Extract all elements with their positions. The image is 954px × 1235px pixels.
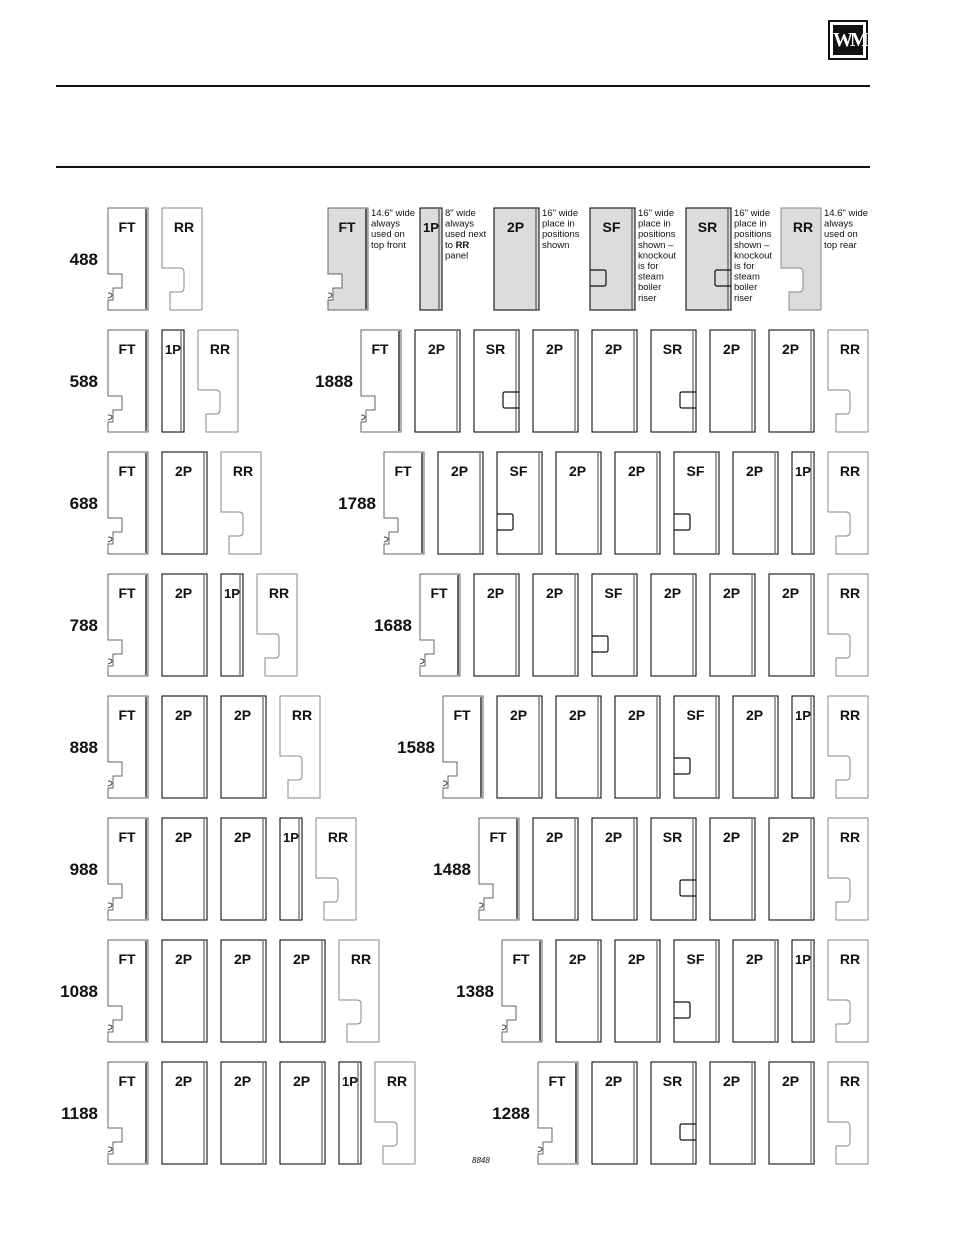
panel-2p	[710, 1062, 755, 1164]
panel-ft	[108, 208, 148, 310]
panel-label: 1P	[795, 464, 811, 479]
panel-label: 2P	[781, 341, 800, 357]
panel-2p	[280, 940, 325, 1042]
panel-label: SF	[686, 463, 705, 479]
panel-label: FT	[118, 1073, 136, 1089]
panel-ft	[538, 1062, 578, 1164]
legend-note-line: 16" wide	[638, 208, 675, 219]
legend-note-line: is for	[638, 261, 659, 272]
panel-1p	[792, 452, 814, 554]
panel-2p	[769, 1062, 814, 1164]
model-label: 488	[69, 250, 98, 269]
panel-2p	[497, 696, 542, 798]
legend-note-line: 14.6" wide	[371, 208, 416, 219]
panel-ft	[108, 696, 148, 798]
panel-label: 2P	[627, 463, 646, 479]
panel-2p	[592, 818, 637, 920]
panel-label: 2P	[545, 585, 564, 601]
legend-note-line: shown	[542, 239, 570, 251]
panel-label: SR	[662, 829, 683, 845]
hinge-mark	[108, 781, 112, 786]
panel-label: RR	[327, 829, 349, 845]
panel-2p	[221, 696, 266, 798]
panel-label: SF	[604, 585, 623, 601]
panel-label: FT	[489, 829, 507, 845]
panel-label: FT	[118, 707, 136, 723]
legend-note-line: steam	[734, 271, 760, 283]
panel-2p	[710, 574, 755, 676]
panel-label: RR	[839, 829, 861, 845]
legend-note-line: top front	[371, 239, 406, 251]
panel-label: 2P	[233, 951, 252, 967]
panel-rr	[339, 940, 379, 1042]
panel-label: SR	[485, 341, 506, 357]
model-label: 1088	[60, 982, 98, 1001]
model-label: 988	[69, 860, 98, 879]
legend-note-line: positions	[638, 229, 676, 241]
panel-label: RR	[792, 219, 814, 235]
legend-note-line: 14.6" wide	[824, 208, 869, 219]
legend-note-line: to RR	[445, 239, 470, 251]
panel-label: 1P	[283, 830, 299, 845]
panel-2p	[615, 696, 660, 798]
model-label: 1588	[397, 738, 435, 757]
panel-label: 2P	[292, 951, 311, 967]
panel-label: SF	[509, 463, 528, 479]
legend-note-line: positions	[542, 229, 580, 241]
panel-label: 1P	[795, 952, 811, 967]
panel-2p	[592, 330, 637, 432]
panel-label: 1P	[423, 220, 439, 235]
panel-rr	[828, 696, 868, 798]
panel-2p	[769, 574, 814, 676]
panel-2p	[533, 330, 578, 432]
panel-label: 2P	[663, 585, 682, 601]
figure-number: 8848	[472, 1156, 490, 1165]
legend-note-line: used on	[824, 229, 858, 241]
panel-2p	[162, 696, 207, 798]
panel-2p	[280, 1062, 325, 1164]
panel-2p	[769, 818, 814, 920]
panel-2p	[438, 452, 483, 554]
panel-1p	[792, 696, 814, 798]
panel-label: 2P	[722, 585, 741, 601]
panel-ft	[328, 208, 368, 310]
model-label: 1688	[374, 616, 412, 635]
panel-label: FT	[118, 463, 136, 479]
legend-note-line: is for	[734, 261, 755, 272]
panel-ft	[361, 330, 401, 432]
panel-2p	[651, 574, 696, 676]
panel-rr	[828, 330, 868, 432]
panel-label: 1P	[224, 586, 240, 601]
panel-label: FT	[548, 1073, 566, 1089]
panel-label: FT	[512, 951, 530, 967]
panel-1p	[420, 208, 442, 310]
panel-label: RR	[839, 1073, 861, 1089]
panel-ft	[108, 940, 148, 1042]
panel-label: 2P	[174, 585, 193, 601]
model-label: 588	[69, 372, 98, 391]
legend-note-line: used on	[371, 229, 405, 241]
panel-label: RR	[291, 707, 313, 723]
hinge-mark	[108, 903, 112, 908]
panel-2p	[556, 452, 601, 554]
panel-2p	[615, 452, 660, 554]
panel-label: 1P	[342, 1074, 358, 1089]
panel-label: 2P	[174, 951, 193, 967]
panel-1p	[162, 330, 184, 432]
panel-label: RR	[350, 951, 372, 967]
panel-2p	[494, 208, 539, 310]
hinge-mark	[108, 659, 112, 664]
panel-2p	[556, 940, 601, 1042]
legend-note-line: always	[824, 218, 854, 230]
panel-label: 2P	[722, 341, 741, 357]
hinge-mark	[108, 1147, 112, 1152]
hinge-mark	[420, 659, 424, 664]
panel-2p	[162, 1062, 207, 1164]
panel-2p	[556, 696, 601, 798]
panel-label: SF	[686, 707, 705, 723]
panel-label: 2P	[745, 951, 764, 967]
panel-rr	[828, 574, 868, 676]
hinge-mark	[108, 537, 112, 542]
panel-sf	[590, 208, 635, 310]
panel-rr	[257, 574, 297, 676]
panel-2p	[162, 818, 207, 920]
panel-2p	[733, 452, 778, 554]
hinge-mark	[108, 415, 112, 420]
model-label: 1188	[61, 1104, 98, 1123]
panel-rr	[280, 696, 320, 798]
panel-2p	[733, 696, 778, 798]
panel-ft	[108, 818, 148, 920]
model-label: 1888	[315, 372, 353, 391]
panel-label: 2P	[486, 585, 505, 601]
panel-label: 2P	[545, 829, 564, 845]
panel-rr	[198, 330, 238, 432]
panel-label: RR	[173, 219, 195, 235]
panel-label: 2P	[174, 463, 193, 479]
panel-label: RR	[839, 707, 861, 723]
panel-2p	[474, 574, 519, 676]
legend-note-line: place in	[734, 218, 767, 230]
model-label: 788	[69, 616, 98, 635]
panel-label: 2P	[427, 341, 446, 357]
panel-label: 2P	[781, 1073, 800, 1089]
panel-label: 2P	[174, 829, 193, 845]
panel-label: 2P	[233, 1073, 252, 1089]
panel-rr	[781, 208, 821, 310]
legend-note-line: shown –	[638, 239, 674, 251]
panel-label: 2P	[781, 829, 800, 845]
panel-ft	[443, 696, 483, 798]
panel-rr	[221, 452, 261, 554]
panel-label: RR	[232, 463, 254, 479]
panel-2p	[710, 818, 755, 920]
legend-note-line: 16" wide	[542, 208, 579, 219]
panel-label: 2P	[745, 463, 764, 479]
panel-ft	[502, 940, 542, 1042]
legend-note-line: place in	[638, 218, 671, 230]
panel-label: 2P	[627, 707, 646, 723]
hinge-mark	[443, 781, 447, 786]
panel-2p	[592, 1062, 637, 1164]
panel-label: 2P	[745, 707, 764, 723]
panel-ft	[108, 452, 148, 554]
panel-label: RR	[839, 951, 861, 967]
panel-label: FT	[453, 707, 471, 723]
model-label: 1388	[456, 982, 494, 1001]
legend-note-line: used next	[445, 229, 487, 241]
panel-2p	[769, 330, 814, 432]
panel-label: 2P	[174, 707, 193, 723]
panel-sf	[674, 940, 719, 1042]
panel-sr	[474, 330, 519, 432]
panel-label: RR	[209, 341, 231, 357]
legend-note-line: steam	[638, 271, 664, 283]
panel-label: 2P	[604, 1073, 623, 1089]
panel-label: 2P	[781, 585, 800, 601]
panel-sr	[651, 330, 696, 432]
panel-label: SR	[662, 1073, 683, 1089]
model-label: 1788	[338, 494, 376, 513]
model-label: 688	[69, 494, 98, 513]
legend-note-line: knockout	[638, 250, 677, 262]
model-label: 1488	[433, 860, 471, 879]
panel-label: 2P	[568, 951, 587, 967]
panel-1p	[792, 940, 814, 1042]
legend-note-line: knockout	[734, 250, 773, 262]
panel-2p	[533, 574, 578, 676]
hinge-mark	[479, 903, 483, 908]
panel-ft	[108, 574, 148, 676]
hinge-mark	[538, 1147, 542, 1152]
panel-sf	[674, 696, 719, 798]
panel-label: 2P	[509, 707, 528, 723]
panel-2p	[162, 452, 207, 554]
panel-ft	[108, 330, 148, 432]
panel-label: 2P	[174, 1073, 193, 1089]
legend-note-line: riser	[638, 292, 657, 304]
hinge-mark	[361, 415, 365, 420]
panel-sf	[497, 452, 542, 554]
panel-ft	[420, 574, 460, 676]
legend-note-line: shown –	[734, 239, 770, 251]
panel-label: FT	[118, 951, 136, 967]
panel-label: 2P	[604, 829, 623, 845]
panel-2p	[221, 818, 266, 920]
legend-note-line: riser	[734, 292, 753, 304]
panel-label: RR	[839, 341, 861, 357]
panel-label: FT	[338, 219, 356, 235]
legend-note-line: always	[371, 218, 401, 230]
panel-rr	[828, 1062, 868, 1164]
panel-rr	[316, 818, 356, 920]
panel-label: 2P	[506, 219, 525, 235]
panel-label: FT	[118, 341, 136, 357]
panel-label: 2P	[545, 341, 564, 357]
panel-sr	[651, 818, 696, 920]
panel-label: 2P	[722, 829, 741, 845]
panel-rr	[828, 452, 868, 554]
panel-label: FT	[118, 219, 136, 235]
panel-2p	[221, 940, 266, 1042]
legend-note-line: boiler	[638, 282, 662, 294]
panel-2p	[615, 940, 660, 1042]
panel-ft	[108, 1062, 148, 1164]
panel-1p	[221, 574, 243, 676]
panel-label: FT	[118, 829, 136, 845]
panel-sr	[686, 208, 731, 310]
model-label: 1288	[492, 1104, 530, 1123]
legend-note-line: panel	[445, 250, 469, 262]
panel-label: 2P	[233, 829, 252, 845]
panel-rr	[162, 208, 202, 310]
panel-2p	[221, 1062, 266, 1164]
panel-label: 1P	[795, 708, 811, 723]
panel-label: SF	[686, 951, 705, 967]
panel-sf	[592, 574, 637, 676]
panel-rr	[375, 1062, 415, 1164]
panel-label: FT	[371, 341, 389, 357]
panel-2p	[733, 940, 778, 1042]
panel-2p	[162, 940, 207, 1042]
panel-label: 2P	[292, 1073, 311, 1089]
panel-sr	[651, 1062, 696, 1164]
panel-label: SF	[602, 219, 621, 235]
hinge-mark	[502, 1025, 506, 1030]
legend-note-line: 16" wide	[734, 208, 771, 219]
panel-rr	[828, 940, 868, 1042]
panel-1p	[280, 818, 302, 920]
panel-label: RR	[839, 585, 861, 601]
panel-label: SR	[662, 341, 683, 357]
panel-2p	[710, 330, 755, 432]
panel-2p	[162, 574, 207, 676]
hinge-mark	[384, 537, 388, 542]
panel-rr	[828, 818, 868, 920]
panel-label: SR	[697, 219, 718, 235]
panel-label: 2P	[568, 707, 587, 723]
panel-label: RR	[268, 585, 290, 601]
panel-2p	[415, 330, 460, 432]
hinge-mark	[108, 293, 112, 298]
model-label: 888	[69, 738, 98, 757]
panel-label: FT	[430, 585, 448, 601]
panel-label: 2P	[450, 463, 469, 479]
legend-note-line: top rear	[824, 239, 857, 251]
legend-note-line: 8" wide	[445, 208, 476, 219]
hinge-mark	[108, 1025, 112, 1030]
legend-note-line: always	[445, 218, 475, 230]
logo-mark: WM	[833, 25, 863, 55]
panel-ft	[479, 818, 519, 920]
panel-label: 1P	[165, 342, 181, 357]
panel-1p	[339, 1062, 361, 1164]
panel-label: RR	[839, 463, 861, 479]
panel-label: 2P	[627, 951, 646, 967]
panel-label: FT	[118, 585, 136, 601]
panel-label: RR	[386, 1073, 408, 1089]
panel-sf	[674, 452, 719, 554]
panel-ft	[384, 452, 424, 554]
legend-note-line: place in	[542, 218, 575, 230]
legend-note-line: boiler	[734, 282, 758, 294]
panel-label: FT	[394, 463, 412, 479]
legend-note-line: positions	[734, 229, 772, 241]
panel-2p	[533, 818, 578, 920]
panel-label: 2P	[233, 707, 252, 723]
panel-label: 2P	[722, 1073, 741, 1089]
hinge-mark	[328, 293, 332, 298]
panel-label: 2P	[568, 463, 587, 479]
panel-label: 2P	[604, 341, 623, 357]
